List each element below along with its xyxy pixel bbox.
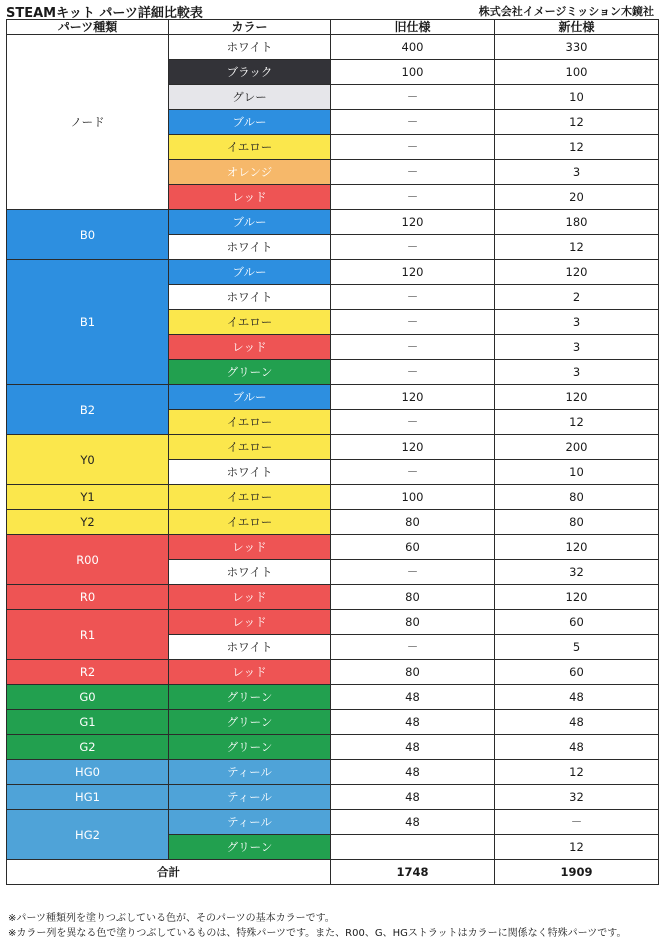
color-cell: レッド bbox=[169, 660, 331, 685]
old-spec-cell: － bbox=[331, 110, 495, 135]
new-spec-cell: 48 bbox=[495, 685, 659, 710]
old-spec-cell: 400 bbox=[331, 35, 495, 60]
color-cell: ブルー bbox=[169, 110, 331, 135]
old-spec-cell: 120 bbox=[331, 260, 495, 285]
col-header-new-spec: 新仕様 bbox=[495, 20, 659, 35]
table-row bbox=[7, 260, 659, 285]
part-type-cell: R0 bbox=[7, 585, 169, 610]
new-spec-cell: 60 bbox=[495, 610, 659, 635]
part-type-cell: HG0 bbox=[7, 760, 169, 785]
table-row bbox=[7, 385, 659, 410]
new-spec-cell: 80 bbox=[495, 510, 659, 535]
color-cell: ブルー bbox=[169, 385, 331, 410]
new-spec-cell: 12 bbox=[495, 760, 659, 785]
color-cell: ホワイト bbox=[169, 560, 331, 585]
table-row bbox=[7, 810, 659, 835]
color-cell: イエロー bbox=[169, 135, 331, 160]
part-type-cell: Y0 bbox=[7, 435, 169, 485]
table-row bbox=[7, 35, 659, 60]
new-spec-cell: 12 bbox=[495, 235, 659, 260]
old-spec-cell: 48 bbox=[331, 735, 495, 760]
new-spec-cell: 3 bbox=[495, 360, 659, 385]
old-spec-cell: － bbox=[331, 360, 495, 385]
table-row bbox=[7, 535, 659, 560]
col-header-part-type: パーツ種類 bbox=[7, 20, 169, 35]
color-cell: ホワイト bbox=[169, 35, 331, 60]
table-body bbox=[7, 35, 659, 860]
new-spec-cell: 48 bbox=[495, 710, 659, 735]
part-type-cell: R2 bbox=[7, 660, 169, 685]
color-cell: グリーン bbox=[169, 360, 331, 385]
color-cell: ティール bbox=[169, 810, 331, 835]
part-type-cell: HG1 bbox=[7, 785, 169, 810]
table-row bbox=[7, 710, 659, 735]
color-cell: オレンジ bbox=[169, 160, 331, 185]
new-spec-cell: 48 bbox=[495, 735, 659, 760]
new-spec-cell: 32 bbox=[495, 560, 659, 585]
new-spec-cell: 120 bbox=[495, 260, 659, 285]
old-spec-cell: 80 bbox=[331, 660, 495, 685]
new-spec-cell: 80 bbox=[495, 485, 659, 510]
color-cell: ホワイト bbox=[169, 460, 331, 485]
part-type-cell: Y1 bbox=[7, 485, 169, 510]
old-spec-cell: － bbox=[331, 135, 495, 160]
color-cell: ブルー bbox=[169, 210, 331, 235]
color-cell: ティール bbox=[169, 785, 331, 810]
total-old-value: 1748 bbox=[331, 860, 495, 885]
old-spec-cell: 48 bbox=[331, 760, 495, 785]
old-spec-cell: 80 bbox=[331, 510, 495, 535]
part-type-cell: G1 bbox=[7, 710, 169, 735]
color-cell: ブラック bbox=[169, 60, 331, 85]
old-spec-cell: － bbox=[331, 410, 495, 435]
part-type-cell: ノード bbox=[7, 35, 169, 210]
color-cell: イエロー bbox=[169, 410, 331, 435]
old-spec-cell: － bbox=[331, 335, 495, 360]
total-new-value: 1909 bbox=[495, 860, 659, 885]
part-type-cell: B1 bbox=[7, 260, 169, 385]
table-row bbox=[7, 510, 659, 535]
new-spec-cell: － bbox=[495, 810, 659, 835]
color-cell: イエロー bbox=[169, 485, 331, 510]
old-spec-cell: 120 bbox=[331, 385, 495, 410]
color-cell: レッド bbox=[169, 535, 331, 560]
old-spec-cell: 48 bbox=[331, 710, 495, 735]
old-spec-cell: 80 bbox=[331, 610, 495, 635]
new-spec-cell: 12 bbox=[495, 835, 659, 860]
color-cell: レッド bbox=[169, 610, 331, 635]
old-spec-cell: 80 bbox=[331, 585, 495, 610]
old-spec-cell: － bbox=[331, 85, 495, 110]
color-cell: ティール bbox=[169, 760, 331, 785]
old-spec-cell: － bbox=[331, 460, 495, 485]
table-row bbox=[7, 485, 659, 510]
header-row bbox=[7, 20, 659, 35]
new-spec-cell: 120 bbox=[495, 585, 659, 610]
color-cell: ホワイト bbox=[169, 635, 331, 660]
color-cell: ブルー bbox=[169, 260, 331, 285]
table-footer bbox=[7, 860, 659, 885]
color-cell: グリーン bbox=[169, 835, 331, 860]
new-spec-cell: 3 bbox=[495, 335, 659, 360]
parts-comparison-table bbox=[6, 19, 659, 885]
color-cell: レッド bbox=[169, 335, 331, 360]
color-cell: グリーン bbox=[169, 685, 331, 710]
new-spec-cell: 10 bbox=[495, 85, 659, 110]
table-row bbox=[7, 735, 659, 760]
old-spec-cell: 60 bbox=[331, 535, 495, 560]
new-spec-cell: 60 bbox=[495, 660, 659, 685]
old-spec-cell: － bbox=[331, 285, 495, 310]
new-spec-cell: 3 bbox=[495, 160, 659, 185]
old-spec-cell: 100 bbox=[331, 60, 495, 85]
table-row bbox=[7, 785, 659, 810]
color-cell: レッド bbox=[169, 185, 331, 210]
document-title: STEAMキット パーツ詳細比較表 bbox=[6, 6, 203, 21]
color-cell: グレー bbox=[169, 85, 331, 110]
part-type-cell: Y2 bbox=[7, 510, 169, 535]
table-row bbox=[7, 435, 659, 460]
new-spec-cell: 120 bbox=[495, 385, 659, 410]
old-spec-cell: － bbox=[331, 560, 495, 585]
old-spec-cell: 100 bbox=[331, 485, 495, 510]
color-cell: レッド bbox=[169, 585, 331, 610]
new-spec-cell: 5 bbox=[495, 635, 659, 660]
col-header-color: カラー bbox=[169, 20, 331, 35]
color-cell: イエロー bbox=[169, 435, 331, 460]
color-cell: イエロー bbox=[169, 510, 331, 535]
col-header-old-spec: 旧仕様 bbox=[331, 20, 495, 35]
total-label: 合計 bbox=[7, 860, 331, 885]
old-spec-cell: － bbox=[331, 635, 495, 660]
part-type-cell: G2 bbox=[7, 735, 169, 760]
old-spec-cell: － bbox=[331, 185, 495, 210]
company-name: 株式会社イメージミッション木鏡社 bbox=[478, 5, 654, 18]
old-spec-cell: － bbox=[331, 160, 495, 185]
part-type-cell: B0 bbox=[7, 210, 169, 260]
color-cell: イエロー bbox=[169, 310, 331, 335]
old-spec-cell: 48 bbox=[331, 685, 495, 710]
new-spec-cell: 12 bbox=[495, 135, 659, 160]
new-spec-cell: 10 bbox=[495, 460, 659, 485]
total-row bbox=[7, 860, 659, 885]
footnote-1: ※パーツ種類列を塗りつぶしている色が、そのパーツの基本カラーです。 bbox=[8, 913, 335, 924]
color-cell: ホワイト bbox=[169, 235, 331, 260]
part-type-cell: G0 bbox=[7, 685, 169, 710]
new-spec-cell: 32 bbox=[495, 785, 659, 810]
table-row bbox=[7, 685, 659, 710]
table-row bbox=[7, 610, 659, 635]
part-type-cell: HG2 bbox=[7, 810, 169, 860]
new-spec-cell: 120 bbox=[495, 535, 659, 560]
new-spec-cell: 180 bbox=[495, 210, 659, 235]
new-spec-cell: 20 bbox=[495, 185, 659, 210]
new-spec-cell: 100 bbox=[495, 60, 659, 85]
table-row bbox=[7, 585, 659, 610]
color-cell: グリーン bbox=[169, 710, 331, 735]
new-spec-cell: 2 bbox=[495, 285, 659, 310]
old-spec-cell bbox=[331, 835, 495, 860]
table-row bbox=[7, 760, 659, 785]
table-row bbox=[7, 210, 659, 235]
new-spec-cell: 330 bbox=[495, 35, 659, 60]
old-spec-cell: 48 bbox=[331, 785, 495, 810]
color-cell: ホワイト bbox=[169, 285, 331, 310]
old-spec-cell: 120 bbox=[331, 435, 495, 460]
new-spec-cell: 12 bbox=[495, 110, 659, 135]
old-spec-cell: － bbox=[331, 310, 495, 335]
new-spec-cell: 3 bbox=[495, 310, 659, 335]
part-type-cell: B2 bbox=[7, 385, 169, 435]
table-header bbox=[7, 20, 659, 35]
new-spec-cell: 200 bbox=[495, 435, 659, 460]
new-spec-cell: 12 bbox=[495, 410, 659, 435]
old-spec-cell: 120 bbox=[331, 210, 495, 235]
old-spec-cell: 48 bbox=[331, 810, 495, 835]
footnote-2: ※カラー列を異なる色で塗りつぶしているものは、特殊パーツです。また、R00、G、HGストラットはカラーに関係なく特殊パーツです。 bbox=[8, 928, 627, 939]
part-type-cell: R00 bbox=[7, 535, 169, 585]
footnotes bbox=[8, 911, 626, 941]
old-spec-cell: － bbox=[331, 235, 495, 260]
color-cell: グリーン bbox=[169, 735, 331, 760]
table-row bbox=[7, 660, 659, 685]
part-type-cell: R1 bbox=[7, 610, 169, 660]
